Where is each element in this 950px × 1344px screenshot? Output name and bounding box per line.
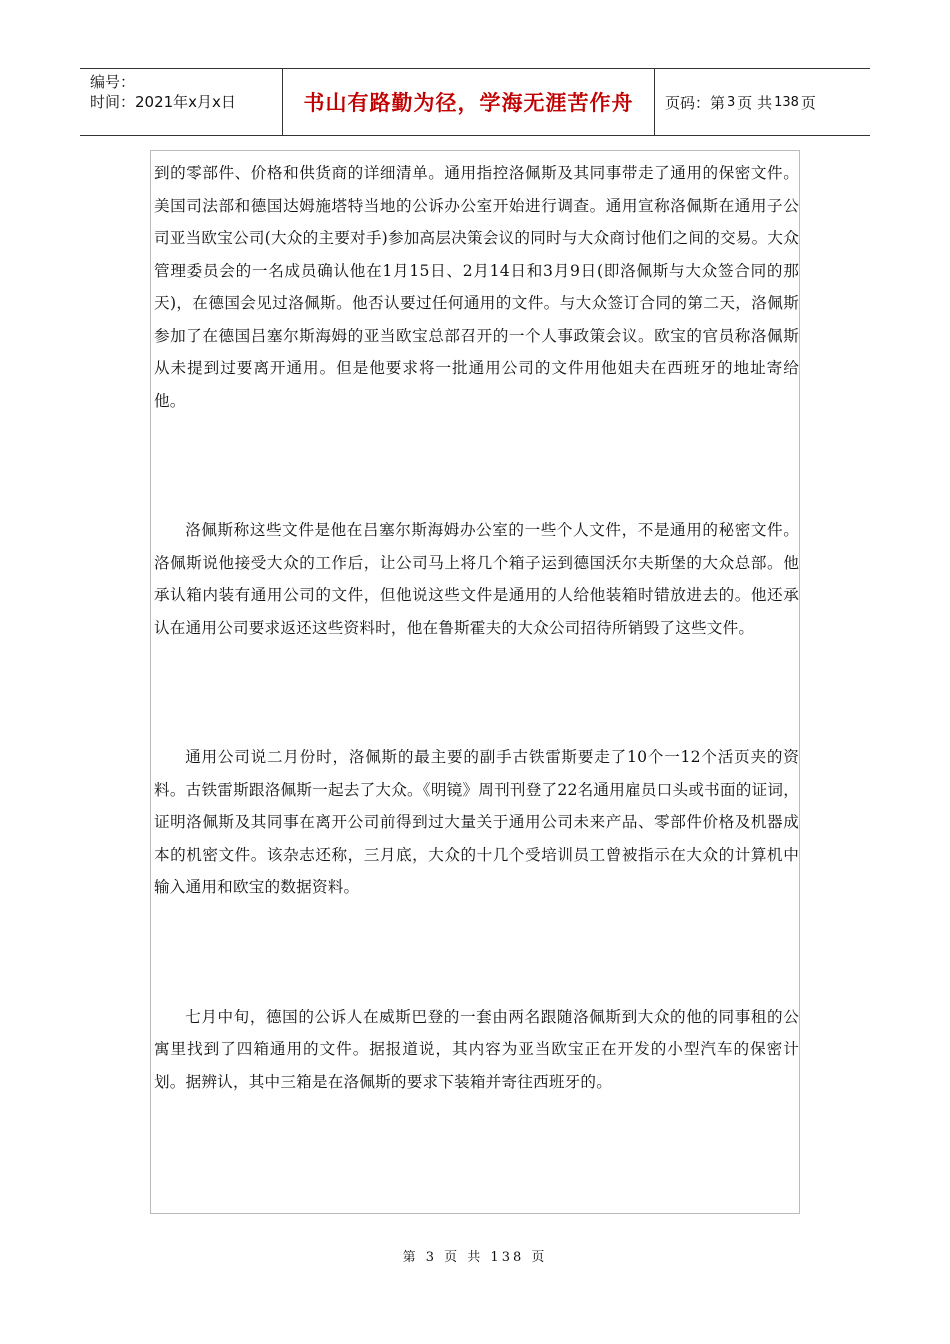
page-total: 138 <box>774 94 799 110</box>
spacer <box>154 904 799 1001</box>
paragraph-1: 到的零部件、价格和供货商的详细清单。通用指控洛佩斯及其同事带走了通用的保密文件。美国司法部和德国达姆施塔特当地的公诉办公室开始进行调查。通用宣称洛佩斯在通用子公司亚当欧宝公司(大众的主要对手)参加高层决策会议的同时与大众商讨他们之间的交易。大众管理委员会的一名成员确认他在1月15日、2月14日和3月9日(即洛佩斯与大众签合同的那天)，在德国会见过洛佩斯。他否认要过任何通用的文件。与大众签订合同的第二天，洛佩斯参加了在德国吕塞尔斯海姆的亚当欧宝总部召开的一个人事政策会议。欧宝的官员称洛佩斯从未提到过要离开通用。但是他要求将一批通用公司的文件用他姐夫在西班牙的地址寄给他。 <box>154 164 799 410</box>
page-mid: 页 共 <box>737 93 773 112</box>
paragraph-3: 通用公司说二月份时，洛佩斯的最主要的副手古铁雷斯要走了10个一12个活页夹的资料。古铁雷斯跟洛佩斯一起去了大众。《明镜》周刊刊登了22名通用雇员口头或书面的证词，证明洛佩斯及其同事在离开公司前得到过大量关于通用公司未来产品、零部件价格及机器成本的机密文件。该杂志还称，三月底，大众的十几个受培训员工曾被指示在大众的计算机中输入通用和欧宝的数据资料。 <box>154 748 799 896</box>
page-header <box>80 68 870 136</box>
paragraph-2: 洛佩斯称这些文件是他在吕塞尔斯海姆办公室的一些个人文件，不是通用的秘密文件。洛佩斯说他接受大众的工作后，让公司马上将几个箱子运到德国沃尔夫斯堡的大众总部。他承认箱内装有通用公司的文件，但他说这些文件是通用的人给他装箱时错放进去的。他还承认在通用公司要求返还这些资料时，他在鲁斯霍夫的大众公司招待所销毁了这些文件。 <box>154 521 799 637</box>
spacer <box>154 417 799 514</box>
header-meta <box>80 69 283 135</box>
page-prefix: 页码：第 <box>665 93 726 112</box>
page-current: 3 <box>727 94 736 110</box>
content-box <box>150 150 800 1214</box>
paragraph-4: 七月中旬，德国的公诉人在威斯巴登的一套由两名跟随洛佩斯到大众的他的同事租的公寓里找到了四箱通用的文件。据报道说，其内容为亚当欧宝正在开发的小型汽车的保密计划。据辨认，其中三箱是在洛佩斯的要求下装箱并寄往西班牙的。 <box>154 1007 799 1091</box>
time-label: 时间：2021年x月x日 <box>90 93 236 111</box>
header-motto: 书山有路勤为径，学海无涯苦作舟 <box>283 69 655 135</box>
page-footer: 第 3 页 共 138 页 <box>402 1250 548 1265</box>
header-page-info <box>655 69 870 135</box>
doc-number-label: 编号： <box>90 73 136 91</box>
spacer <box>154 644 799 741</box>
page-suffix: 页 <box>800 93 816 112</box>
